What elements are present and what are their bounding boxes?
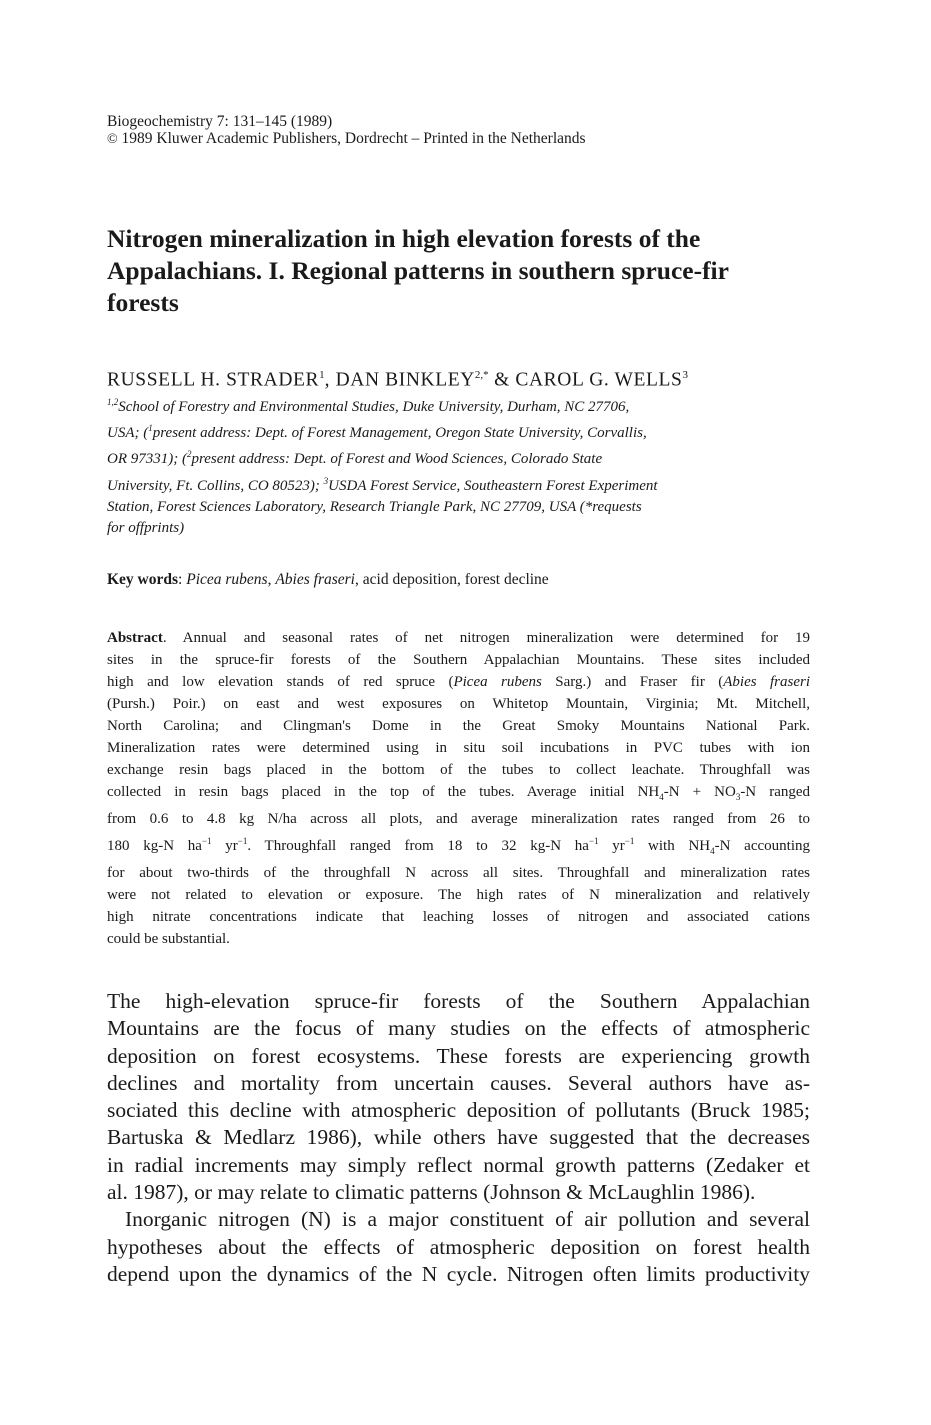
affil-line-5: Station, Forest Sciences Laboratory, Research Triangle Park, NC 27709, USA (*requests <box>107 498 642 515</box>
superscript: −1 <box>201 836 212 846</box>
abstract-text: -N ranged <box>740 784 811 800</box>
abstract-text: . Throughfall ranged from 18 to 32 kg-N ha <box>247 838 589 854</box>
body-line: deposition on forest ecosystems. These forests are experiencing growth <box>107 1043 810 1068</box>
abstract-line: (Pursh.) Poir.) on east and west exposures on Whitetop Mountain, Virginia; Mt. Mitchell, <box>107 696 810 712</box>
affil-text: University, Ft. Collins, CO 80523); <box>107 477 324 494</box>
abstract-text: 180 kg-N ha <box>107 838 202 854</box>
subscript: 3 <box>735 792 741 802</box>
affil-sup: 2 <box>186 449 192 460</box>
affil-text: OR 97331); ( <box>107 451 187 468</box>
abstract-text: Sarg.) and Fraser fir ( <box>541 674 724 690</box>
body-line: The high-elevation spruce-fir forests of the Southern Appalachian <box>107 989 810 1013</box>
affil-line-6: for offprints) <box>107 520 185 537</box>
abstract-line: were not related to elevation or exposure. The high rates of N mineralization and relatively <box>107 887 810 903</box>
abstract-line: for about two-thirds of the throughfall N across all sites. Throughfall and mineralization rates <box>107 865 810 881</box>
abstract-line <box>107 781 810 808</box>
body-line: in radial increments may simply reflect normal growth patterns (Zedaker et <box>107 1152 810 1177</box>
abstract-text: yr <box>211 838 238 854</box>
body-text <box>107 988 810 1288</box>
affil-text: present address: Dept. of Forest Management, Oregon State University, Corvallis, <box>152 425 647 442</box>
subscript: 4 <box>710 846 715 856</box>
abstract-label: Abstract <box>107 630 163 646</box>
abstract-text: collected in resin bags placed in the top of the tubes. Average initial NH <box>107 784 660 800</box>
abstract <box>107 627 810 950</box>
abstract-line: from 0.6 to 4.8 kg N/ha across all plots, and average mineralization rates ranged from 26 to <box>107 811 810 827</box>
abstract-line: Mineralization rates were determined using in situ soil incubations in PVC tubes with ion <box>107 740 810 756</box>
body-line: hypotheses about the effects of atmospheric deposition on forest health <box>107 1234 810 1259</box>
paper-title <box>107 223 827 319</box>
affil-line-3 <box>107 444 812 470</box>
journal-citation: Biogeochemistry 7: 131–145 (1989) <box>107 113 333 130</box>
species-name: Abies fraseri <box>723 674 811 690</box>
body-line: Mountains are the focus of many studies on the effects of atmospheric <box>107 1016 810 1041</box>
abstract-line <box>107 627 810 649</box>
abstract-text: high and low elevation stands of red spruce ( <box>107 674 454 690</box>
abstract-line <box>107 830 810 862</box>
author-3-sup: 3 <box>682 369 688 381</box>
copyright-line <box>107 130 827 148</box>
affil-text: School of Forestry and Environmental Studies, Duke University, Durham, NC 27706, <box>118 399 630 415</box>
copyright-symbol: © <box>107 132 118 147</box>
keyword-1: Picea rubens <box>186 571 268 588</box>
affil-text: present address: Dept. of Forest and Wood Sciences, Colorado State <box>191 451 603 468</box>
author-sep-2: & CAROL G. WELLS <box>488 369 683 391</box>
affiliations <box>107 392 812 539</box>
journal-header <box>107 113 827 148</box>
abstract-text: -N + NO <box>663 784 736 800</box>
author-list <box>107 369 827 392</box>
body-line: depend upon the dynamics of the N cycle. Nitrogen often limits productivity <box>107 1261 810 1286</box>
abstract-line: exchange resin bags placed in the bottom of the tubes to collect leachate. Throughfall was <box>107 762 810 778</box>
abstract-text: -N accounting <box>714 838 810 854</box>
affil-sup: 1 <box>148 423 153 434</box>
title-line-2: Appalachians. I. Regional patterns in southern spruce-fir <box>107 256 729 285</box>
abstract-line: could be substantial. <box>107 931 230 947</box>
superscript: −1 <box>624 836 635 846</box>
body-line: sociated this decline with atmospheric deposition of pollutants (Bruck 1985; <box>107 1098 810 1123</box>
body-line: Bartuska & Medlarz 1986), while others have suggested that the decreases <box>107 1125 810 1150</box>
affil-line-4 <box>107 471 812 497</box>
title-line-3: forests <box>107 288 179 317</box>
abstract-line: North Carolina; and Clingman's Dome in the Great Smoky Mountains National Park. <box>107 718 810 734</box>
subscript: 4 <box>659 792 664 802</box>
keywords-label: Key words <box>107 571 179 588</box>
affil-line-2 <box>107 418 812 444</box>
abstract-text: with NH <box>634 838 711 854</box>
body-line: al. 1987), or may relate to climatic patterns (Johnson & McLaughlin 1986). <box>107 1180 756 1205</box>
affil-text: USDA Forest Service, Southeastern Forest Experiment <box>328 477 658 494</box>
keyword-2: Abies fraseri <box>275 571 355 588</box>
superscript: −1 <box>237 836 248 846</box>
affil-sup: 1,2 <box>107 397 119 407</box>
keywords: Key words: Picea rubens, Abies fraseri, acid deposition, forest decline <box>107 571 549 588</box>
author-2-sup: 2,* <box>474 369 489 381</box>
author-1-sup: 1 <box>319 369 325 381</box>
copyright-text: 1989 Kluwer Academic Publishers, Dordrecht – Printed in the Netherlands <box>121 130 586 147</box>
abstract-text: . Annual and seasonal rates of net nitrogen mineralization were determined for 19 <box>162 630 810 646</box>
abstract-line: sites in the spruce-fir forests of the Southern Appalachian Mountains. These sites included <box>107 652 810 668</box>
affil-sup: 3 <box>323 475 329 486</box>
author-sep-1: , DAN BINKLEY <box>324 369 475 391</box>
title-line-1: Nitrogen mineralization in high elevation forests of the <box>107 224 701 253</box>
keywords-rest: , acid deposition, forest decline <box>355 571 549 588</box>
abstract-text: yr <box>598 838 625 854</box>
affil-line-1 <box>107 392 812 418</box>
abstract-line: high nitrate concentrations indicate that leaching losses of nitrogen and associated cations <box>107 909 810 925</box>
superscript: −1 <box>588 836 599 846</box>
abstract-line <box>107 671 810 693</box>
affil-text: USA; ( <box>107 425 149 442</box>
species-name: Picea rubens <box>453 674 542 690</box>
body-line: declines and mortality from uncertain causes. Several authors have as- <box>107 1070 810 1095</box>
author-1: RUSSELL H. STRADER <box>107 369 320 391</box>
body-line: Inorganic nitrogen (N) is a major constituent of air pollution and several <box>125 1207 810 1232</box>
